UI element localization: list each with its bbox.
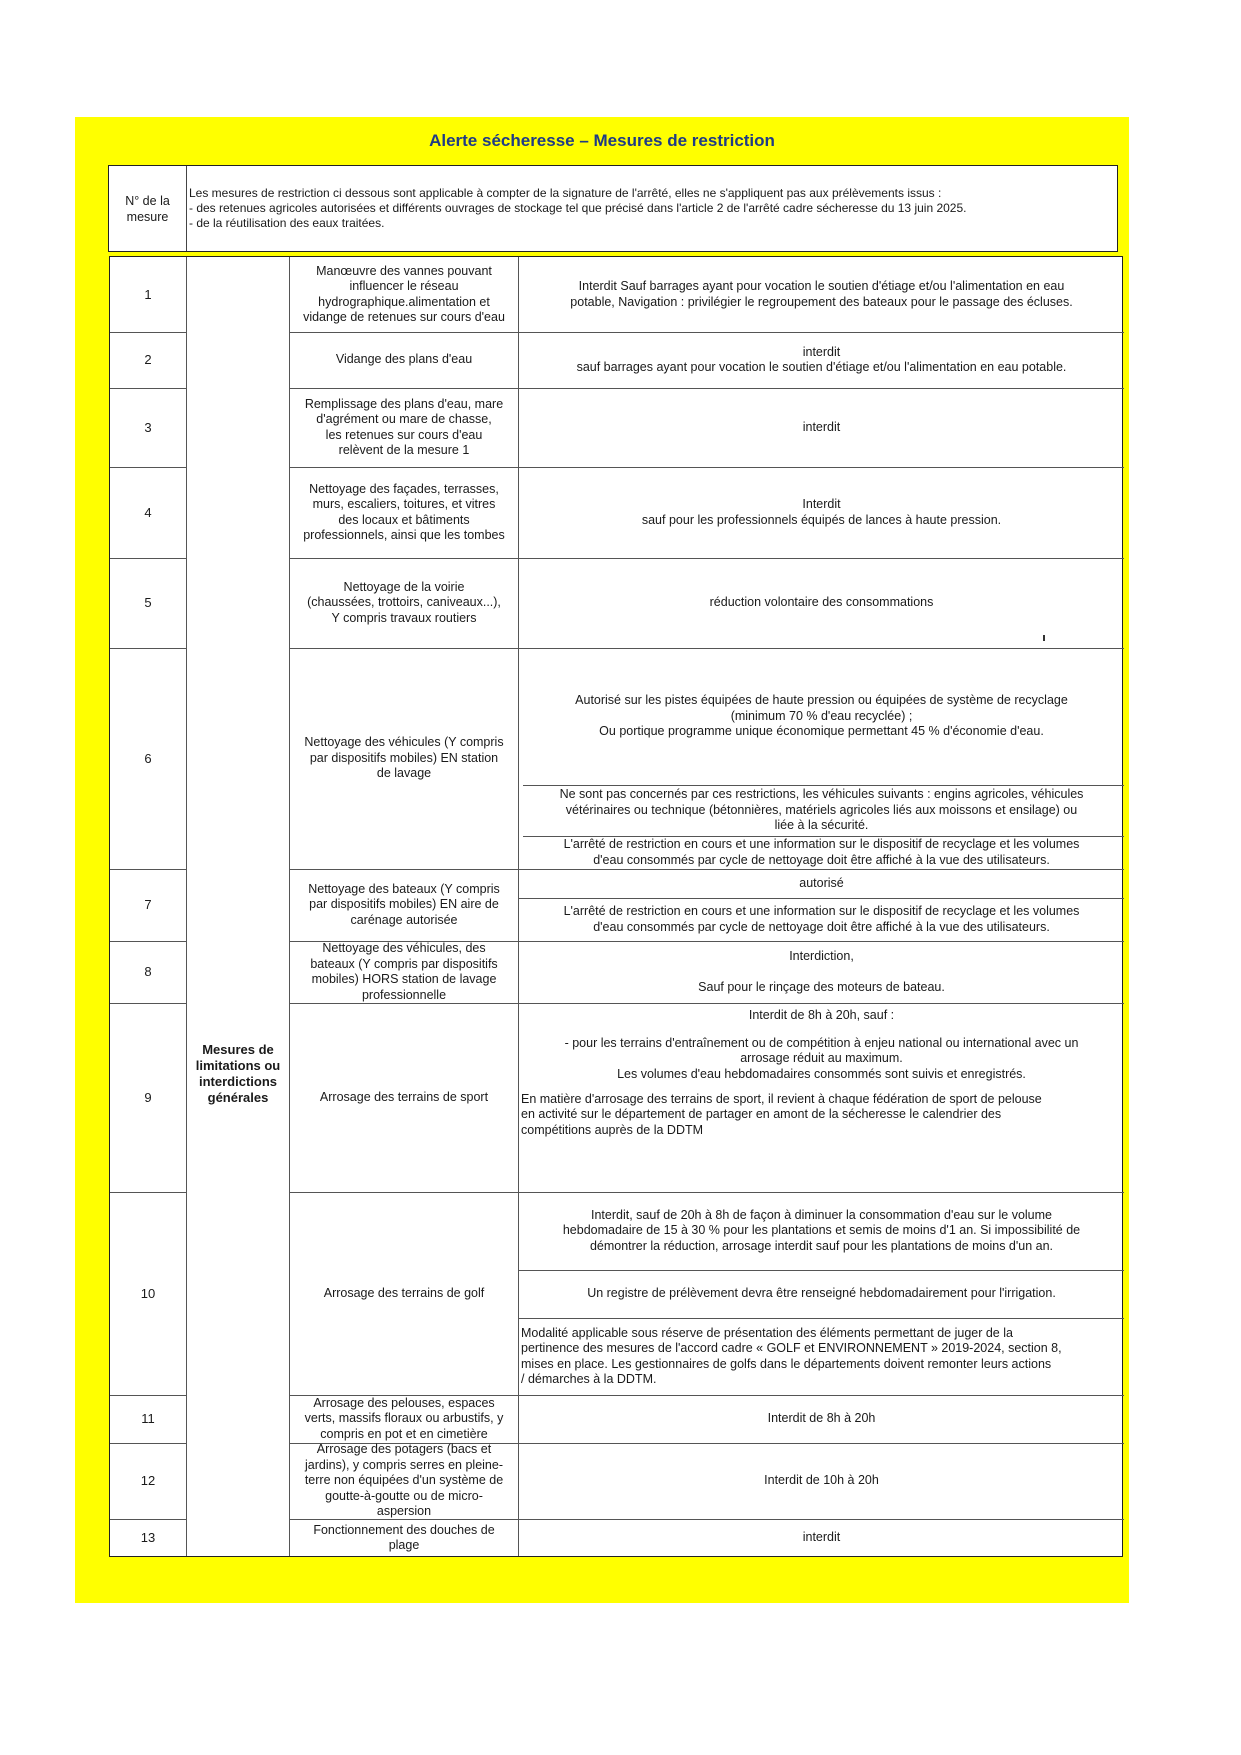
text-line: influencer le réseau (349, 279, 459, 293)
text-line: interdit (802, 1530, 841, 1545)
text-line: Ou portique programme unique économique permettant 45 % d'économie d'eau. (599, 724, 1044, 739)
activity-cell (290, 1519, 518, 1557)
category-cell (187, 257, 289, 1558)
text-line: Interdit de 10h à 20h (764, 1473, 879, 1488)
text-line: Sauf pour le rinçage des moteurs de bateau. (698, 979, 945, 994)
text-line: bateaux (Y compris par dispositifs (310, 956, 498, 971)
text-line: arrosage réduit au maximum. (740, 1051, 903, 1066)
text-line: goutte-à-goutte ou de micro- (325, 1488, 483, 1503)
text-line: Autorisé sur les pistes équipées de haute pression ou équipées de système de recyclage (575, 693, 1068, 708)
rule-cell (519, 785, 1124, 836)
text-line: Nettoyage de la voirie (343, 579, 465, 594)
text-line: interdit (802, 344, 841, 359)
text-line: sauf pour les professionnels équipés de lances à haute pression. (641, 512, 1002, 527)
rule-cell (519, 1033, 1124, 1085)
measure-number: 2 (144, 352, 152, 368)
activity-cell (290, 1395, 518, 1443)
text-line: hydrographique.alimentation et (318, 294, 490, 309)
activity-cell (290, 388, 518, 467)
text-line: les retenues sur cours d'eau (325, 427, 483, 442)
text-line: compris en pot et en cimetière (320, 1426, 488, 1441)
text-line: Nettoyage des façades, terrasses, (309, 481, 499, 496)
text-line: liée à la sécurité. (774, 818, 869, 833)
text-line: Arrosage des potagers (bacs et (316, 1442, 492, 1457)
text-line: en activité sur le département de partager en amont de la sécheresse le calendrier des (521, 1107, 1002, 1122)
activity-cell (290, 869, 518, 941)
measure-number: 5 (144, 595, 152, 611)
text-line: d'agrément ou mare de chasse, (316, 412, 492, 426)
text-line: Manœuvre des vannes pouvant (316, 263, 492, 278)
text-line: jardins), y compris serres en pleine- (305, 1457, 503, 1472)
text-line: par dispositifs mobiles) EN station (309, 750, 499, 765)
text-line: de lavage (376, 766, 432, 781)
rule-cell (519, 1003, 1124, 1028)
text-line: d'eau consommés par cycle de nettoyage doit être affiché à la vue des utilisateurs. (593, 919, 1050, 934)
text-line: mises en place. Les gestionnaires de golfs dans le départements doivent remonter leurs actions (521, 1356, 1052, 1371)
measure-number: 8 (144, 964, 152, 980)
text-line: Interdit, sauf de 20h à 8h de façon à diminuer la consommation d'eau sur le volume (591, 1207, 1052, 1222)
text-line: verts, massifs floraux ou arbustifs, y (304, 1411, 504, 1426)
text-line: terre non équipées d'un système de (304, 1473, 504, 1488)
text-line: plage (388, 1538, 420, 1552)
rule-cell (519, 332, 1124, 388)
number-column-header: N° de la mesure (109, 166, 187, 251)
text-line: interdit (802, 419, 841, 434)
activity-cell (290, 467, 518, 558)
text-line: L'arrêté de restriction en cours et une information sur le dispositif de recyclage et les volumes (563, 904, 1080, 918)
rule-cell (519, 898, 1124, 941)
measure-number: 10 (140, 1285, 156, 1301)
activity-cell (290, 332, 518, 388)
rule-cell (519, 648, 1124, 785)
category-line: interdictions (198, 1073, 277, 1089)
measure-number: 4 (144, 504, 152, 520)
text-line: Interdit de 8h à 20h (767, 1411, 876, 1426)
activity-cell (290, 648, 518, 869)
text-line: vidange de retenues sur cours d'eau (303, 310, 505, 324)
text-line: relèvent de la mesure 1 (338, 443, 470, 457)
text-line: mobiles) HORS station de lavage (311, 972, 497, 986)
intro-line: - des retenues agricoles autorisées et différents ouvrages de stockage tel que précisé dans l'article 2 de l'arrêté cadre sécheresse du 13 juin 2025. (189, 201, 967, 215)
text-line: réduction volontaire des consommations (709, 595, 934, 610)
text-line: autorisé (799, 875, 844, 890)
text-line: L'arrêté de restriction en cours et une information sur le dispositif de recyclage et les volumes (563, 837, 1080, 851)
text-line: (chaussées, trottoirs, caniveaux...), (307, 595, 501, 610)
text-line: Modalité applicable sous réserve de présentation des éléments permettant de juger de la (521, 1325, 1013, 1340)
text-line: professionnels, ainsi que les tombes (303, 528, 505, 542)
text-line: sauf barrages ayant pour vocation le soutien d'étiage et/ou l'alimentation en eau potable. (576, 360, 1067, 374)
text-line: Nettoyage des véhicules, des (322, 941, 486, 955)
text-line: - pour les terrains d'entraînement ou de compétition à enjeu national ou international avec un (564, 1035, 1079, 1050)
measure-number: 7 (144, 897, 152, 913)
measure-number: 11 (141, 1411, 155, 1427)
activity-cell (290, 1192, 518, 1395)
activity-cell (290, 1003, 518, 1192)
rule-cell (519, 1443, 1124, 1519)
measure-number: 12 (140, 1473, 156, 1489)
text-line: par dispositifs mobiles) EN aire de (309, 897, 499, 912)
text-line: Arrosage des terrains de golf (323, 1285, 485, 1300)
rule-cell (519, 1519, 1124, 1557)
activity-cell (290, 1443, 518, 1519)
text-line: (minimum 70 % d'eau recyclée) ; (730, 708, 913, 723)
text-line: Nettoyage des bateaux (Y compris (308, 881, 500, 896)
rule-cell (519, 1192, 1124, 1270)
rule-cell (519, 941, 1124, 1003)
measure-number: 9 (144, 1089, 152, 1105)
page-title: Alerte sécheresse – Mesures de restriction (429, 131, 775, 150)
text-line: aspersion (376, 1504, 432, 1519)
intro-line: Les mesures de restriction ci dessous sont applicable à compter de la signature de l'arrêté, elles ne s'appliquent pas aux prélèvements issus : (189, 186, 942, 200)
text-line: En matière d'arrosage des terrains de sport, il revient à chaque fédération de sport de pelouse (521, 1091, 1042, 1106)
activity-cell (290, 257, 518, 332)
measure-number: 1 (144, 286, 152, 302)
text-line: Remplissage des plans d'eau, mare (304, 396, 504, 411)
text-line: Interdit (802, 497, 841, 511)
measure-number: 3 (144, 419, 152, 435)
stray-mark (1043, 635, 1045, 641)
text-line: démontrer la réduction, arrosage interdit sauf pour les plantations de moins d'un an. (589, 1238, 1054, 1253)
activity-cell (290, 941, 518, 1003)
rule-cell (519, 1395, 1124, 1443)
rule-cell (519, 869, 1124, 898)
category-line: générales (207, 1089, 269, 1105)
intro-text (189, 186, 1107, 231)
rule-cell (519, 836, 1124, 869)
measure-number: 13 (140, 1530, 156, 1546)
text-line: Interdit de 8h à 20h, sauf : (748, 1007, 895, 1022)
text-line: vétérinaires ou technique (bétonnières, matériels agricoles liés aux moissons et ensilage) ou (565, 802, 1078, 817)
text-line: murs, escaliers, toitures, et vitres (312, 497, 496, 511)
measures-table (109, 256, 1123, 1557)
text-line: Un registre de prélèvement devra être renseigné hebdomadairement pour l'irrigation. (587, 1286, 1056, 1301)
text-line: potable, Navigation : privilégier le regroupement des bateaux pour le passage des écluses. (570, 294, 1073, 309)
text-line: d'eau consommés par cycle de nettoyage doit être affiché à la vue des utilisateurs. (593, 852, 1050, 867)
text-line: Interdiction, (789, 948, 854, 963)
rule-cell (519, 467, 1124, 558)
rule-cell (519, 1318, 1124, 1395)
rule-cell (519, 1270, 1124, 1318)
rule-cell (519, 388, 1124, 467)
text-line: Y compris travaux routiers (331, 610, 477, 625)
text-line: Arrosage des pelouses, espaces (313, 1395, 495, 1410)
text-line: / démarches à la DDTM. (521, 1372, 657, 1386)
text-line: hebdomadaire de 15 à 30 % pour les plantations et semis de moins d'1 an. Si impossibilité de (562, 1223, 1081, 1238)
activity-cell (290, 558, 518, 648)
rule-cell (519, 257, 1124, 332)
intro-line: - de la réutilisation des eaux traitées. (189, 216, 385, 230)
rule-cell (519, 558, 1124, 648)
text-line: compétitions auprès de la DDTM (521, 1122, 704, 1137)
category-line: Mesures de (202, 1041, 274, 1057)
text-line: carénage autorisée (350, 912, 458, 927)
text-line: pertinence des mesures de l'accord cadre « GOLF et ENVIRONNEMENT » 2019-2024, section 8, (521, 1341, 1062, 1355)
text-line: Vidange des plans d'eau (335, 352, 473, 367)
table-header (108, 165, 1118, 252)
text-line: Nettoyage des véhicules (Y compris (304, 735, 504, 750)
rule-cell (519, 1090, 1124, 1140)
measure-number: 6 (144, 750, 152, 766)
text-line: Interdit Sauf barrages ayant pour vocation le soutien d'étiage et/ou l'alimentation en eau (578, 279, 1065, 293)
category-line: limitations ou (195, 1057, 281, 1073)
text-line: Fonctionnement des douches de (313, 1522, 495, 1537)
text-line: des locaux et bâtiments (338, 512, 470, 527)
text-line: Ne sont pas concernés par ces restrictions, les véhicules suivants : engins agricoles, véhicules (559, 787, 1084, 802)
text-line: professionnelle (361, 987, 447, 1002)
text-line: Arrosage des terrains de sport (319, 1089, 489, 1104)
text-line: Les volumes d'eau hebdomadaires consommés sont suivis et enregistrés. (617, 1066, 1026, 1081)
